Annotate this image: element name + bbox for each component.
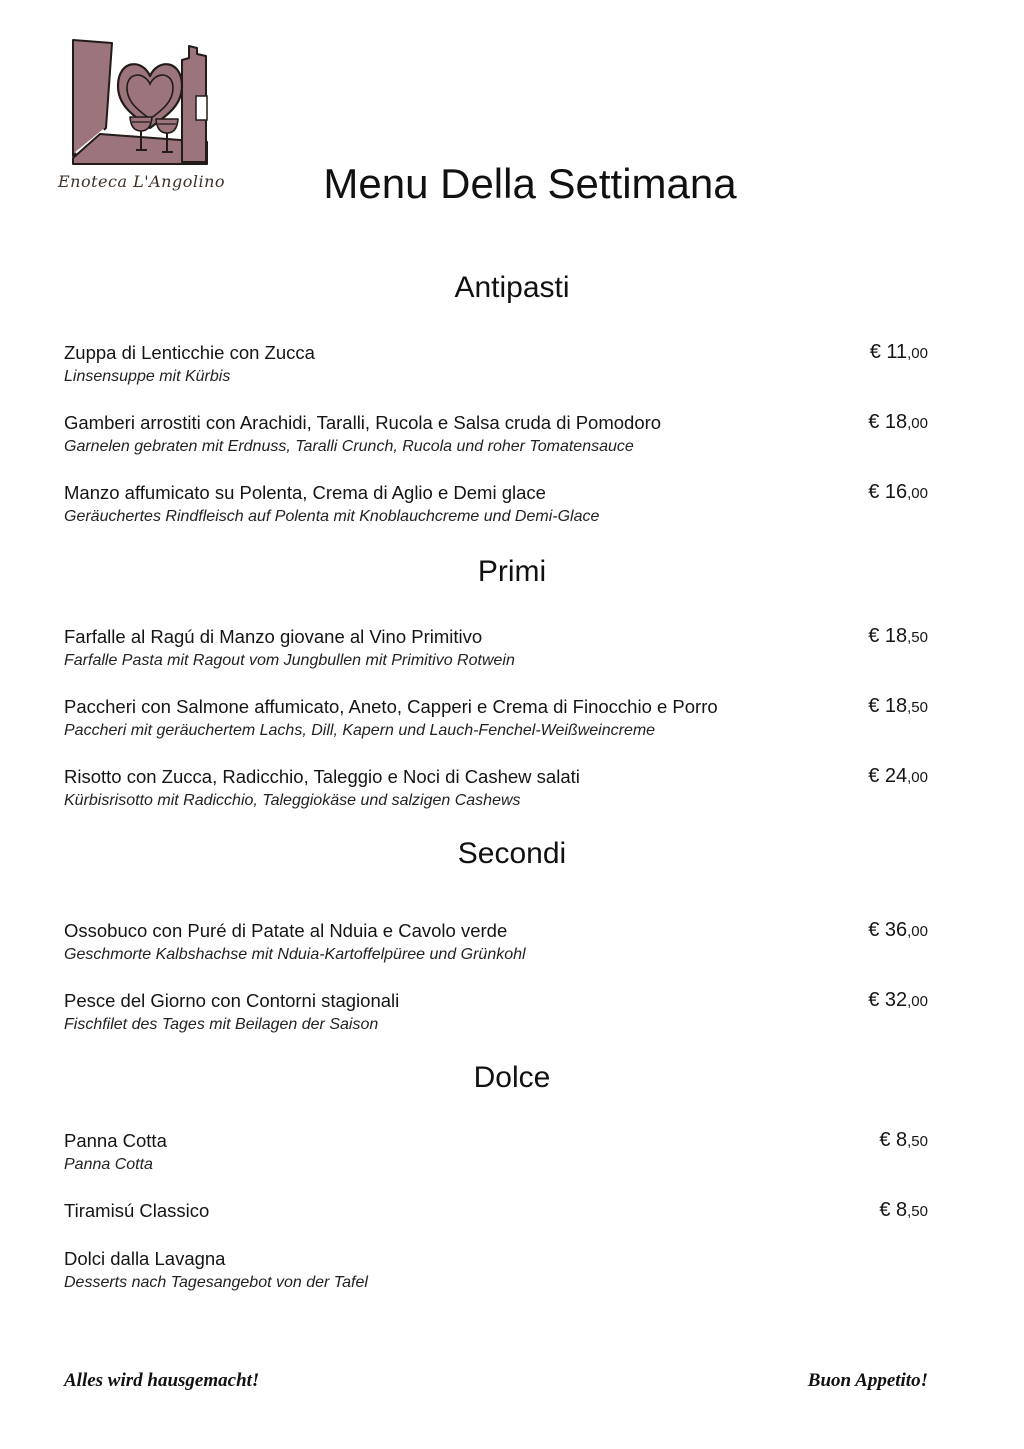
dish-price: € 32,00 — [868, 989, 928, 1011]
menu-footer — [64, 1370, 928, 1392]
dish-price: € 8,50 — [879, 1129, 928, 1151]
dish-name: Ossobuco con Puré di Patate al Nduia e Cavolo verde — [64, 920, 508, 941]
dish-translation: Garnelen gebraten mit Erdnuss, Taralli Crunch, Rucola und roher Tomatensauce — [64, 438, 634, 455]
dish-name: Panna Cotta — [64, 1130, 167, 1151]
section-title: Primi — [477, 555, 547, 588]
restaurant-logo — [70, 38, 210, 170]
dish-translation: Geschmorte Kalbshachse mit Nduia-Kartoffelpüree und Grünkohl — [64, 946, 526, 963]
dish-price: € 18,50 — [868, 625, 928, 647]
dish-price: € 8,50 — [879, 1199, 928, 1221]
menu-item — [64, 988, 928, 1036]
dish-translation: Geräuchertes Rindfleisch auf Polenta mit Knoblauchcreme und Demi-Glace — [64, 508, 600, 525]
dish-price: € 18,50 — [868, 695, 928, 717]
dish-translation: Kürbisrisotto mit Radicchio, Taleggiokäse und salzigen Cashews — [64, 792, 521, 809]
dish-name: Paccheri con Salmone affumicato, Aneto, Capperi e Crema di Finocchio e Porro — [64, 696, 718, 717]
dish-name: Dolci dalla Lavagna — [64, 1248, 226, 1269]
section-title: Dolce — [473, 1061, 551, 1094]
dish-name: Gamberi arrostiti con Arachidi, Taralli, Rucola e Salsa cruda di Pomodoro — [64, 412, 662, 433]
dish-name: Manzo affumicato su Polenta, Crema di Aglio e Demi glace — [64, 482, 546, 503]
section-secondi — [64, 834, 928, 1036]
menu-item — [64, 694, 928, 742]
dish-price: € 18,00 — [868, 411, 928, 433]
dish-translation: Farfalle Pasta mit Ragout vom Jungbullen mit Primitivo Rotwein — [64, 652, 515, 669]
menu-item — [64, 624, 928, 672]
section-antipasti — [64, 268, 928, 528]
menu-item — [64, 1198, 928, 1224]
menu-item — [64, 1246, 928, 1294]
section-dolce — [64, 1058, 928, 1294]
logo-caption: Enoteca L'Angolino — [58, 172, 226, 191]
menu-item — [64, 410, 928, 458]
wine-corner-logo-icon — [70, 38, 210, 165]
dish-name: Farfalle al Ragú di Manzo giovane al Vino Primitivo — [64, 626, 483, 647]
section-primi — [64, 552, 928, 812]
menu-item — [64, 340, 928, 388]
dish-price: € 11,00 — [869, 341, 928, 363]
menu-item — [64, 764, 928, 812]
menu-item — [64, 918, 928, 966]
dish-translation: Linsensuppe mit Kürbis — [64, 368, 231, 385]
dish-translation: Panna Cotta — [64, 1156, 153, 1173]
menu-body — [0, 268, 1024, 1294]
dish-price: € 24,00 — [868, 765, 928, 787]
dish-translation: Desserts nach Tagesangebot von der Tafel — [64, 1274, 368, 1291]
dish-translation: Paccheri mit geräuchertem Lachs, Dill, Kapern und Lauch-Fenchel-Weißweincreme — [64, 722, 656, 739]
section-title: Secondi — [457, 837, 567, 870]
dish-price: € 16,00 — [868, 481, 928, 503]
footer-note-right: Buon Appetito! — [807, 1370, 928, 1391]
dish-price: € 36,00 — [868, 919, 928, 941]
dish-name: Pesce del Giorno con Contorni stagionali — [64, 990, 400, 1011]
section-title: Antipasti — [454, 271, 570, 304]
dish-name: Risotto con Zucca, Radicchio, Taleggio e Noci di Cashew salati — [64, 766, 580, 787]
page-title: Menu Della Settimana — [323, 160, 737, 207]
dish-name: Zuppa di Lenticchie con Zucca — [64, 342, 315, 363]
dish-translation: Fischfilet des Tages mit Beilagen der Saison — [64, 1016, 379, 1033]
menu-item — [64, 1128, 928, 1176]
menu-item — [64, 480, 928, 528]
menu-header — [0, 0, 1024, 268]
dish-name: Tiramisú Classico — [64, 1200, 210, 1221]
footer-note-left: Alles wird hausgemacht! — [64, 1370, 260, 1391]
